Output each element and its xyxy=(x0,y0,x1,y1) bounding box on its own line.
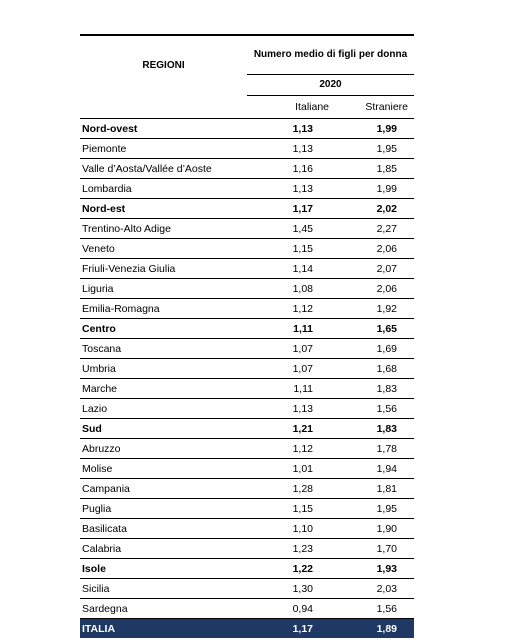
foreign-value-cell: 2,06 xyxy=(333,279,414,299)
foreign-value-cell: 1,85 xyxy=(333,159,414,179)
italian-value-cell: 1,21 xyxy=(247,419,333,439)
foreign-value-cell: 1,99 xyxy=(333,179,414,199)
italian-value-cell: 1,13 xyxy=(247,139,333,159)
region-name-cell: Veneto xyxy=(80,239,247,259)
region-name-cell: Campania xyxy=(80,479,247,499)
region-name-cell: Molise xyxy=(80,459,247,479)
fertility-table-container xyxy=(80,34,414,638)
table-row xyxy=(80,539,414,559)
table-row xyxy=(80,599,414,619)
foreign-value-cell: 1,83 xyxy=(333,419,414,439)
region-name-cell: Nord-ovest xyxy=(80,119,247,139)
italian-value-cell: 1,45 xyxy=(247,219,333,239)
table-row xyxy=(80,239,414,259)
table-row xyxy=(80,259,414,279)
region-name-cell: Centro xyxy=(80,319,247,339)
foreign-value-cell: 1,92 xyxy=(333,299,414,319)
foreign-value-cell: 1,81 xyxy=(333,479,414,499)
region-name-cell: Marche xyxy=(80,379,247,399)
table-row xyxy=(80,359,414,379)
italian-value-cell: 1,11 xyxy=(247,379,333,399)
foreign-value-cell: 1,56 xyxy=(333,599,414,619)
region-name-cell: Basilicata xyxy=(80,519,247,539)
measure-title: Numero medio di figli per donna xyxy=(247,35,414,75)
foreign-value-cell: 1,65 xyxy=(333,319,414,339)
italian-value-cell: 1,12 xyxy=(247,439,333,459)
italian-value-cell: 1,11 xyxy=(247,319,333,339)
table-row xyxy=(80,419,414,439)
italian-value-cell: 1,13 xyxy=(247,119,333,139)
foreign-value-cell: 1,83 xyxy=(333,379,414,399)
table-row xyxy=(80,459,414,479)
italian-value-cell: 1,12 xyxy=(247,299,333,319)
region-name-cell: Piemonte xyxy=(80,139,247,159)
italian-value-cell: 1,13 xyxy=(247,179,333,199)
table-row xyxy=(80,339,414,359)
region-column-spacer xyxy=(80,96,247,119)
italian-value-cell: 1,07 xyxy=(247,359,333,379)
region-name-cell: Umbria xyxy=(80,359,247,379)
foreign-value-cell: 1,56 xyxy=(333,399,414,419)
region-header: REGIONI xyxy=(80,35,247,96)
region-name-cell: Valle d’Aosta/Vallée d’Aoste xyxy=(80,159,247,179)
foreign-value-cell: 1,70 xyxy=(333,539,414,559)
italian-value-cell: 1,28 xyxy=(247,479,333,499)
region-name-cell: Sud xyxy=(80,419,247,439)
italian-column-header: Italiane xyxy=(247,96,333,119)
region-name-cell: Calabria xyxy=(80,539,247,559)
table-row xyxy=(80,519,414,539)
table-row xyxy=(80,379,414,399)
italian-value-cell: 1,16 xyxy=(247,159,333,179)
table-row xyxy=(80,179,414,199)
region-name-cell: Emilia-Romagna xyxy=(80,299,247,319)
table-row xyxy=(80,279,414,299)
table-row xyxy=(80,159,414,179)
italian-value-cell: 1,08 xyxy=(247,279,333,299)
table-row xyxy=(80,399,414,419)
italian-value-cell: 1,10 xyxy=(247,519,333,539)
table-row xyxy=(80,219,414,239)
italian-value-cell: 1,15 xyxy=(247,239,333,259)
italian-value-cell: 0,94 xyxy=(247,599,333,619)
total-italian-cell: 1,17 xyxy=(247,619,333,639)
region-name-cell: Trentino-Alto Adige xyxy=(80,219,247,239)
region-name-cell: Lazio xyxy=(80,399,247,419)
table-row xyxy=(80,119,414,139)
italian-value-cell: 1,23 xyxy=(247,539,333,559)
foreign-value-cell: 1,69 xyxy=(333,339,414,359)
italian-value-cell: 1,01 xyxy=(247,459,333,479)
region-name-cell: Nord-est xyxy=(80,199,247,219)
region-name-cell: Lombardia xyxy=(80,179,247,199)
fertility-table xyxy=(80,34,414,638)
foreign-value-cell: 1,68 xyxy=(333,359,414,379)
foreign-value-cell: 2,07 xyxy=(333,259,414,279)
foreign-value-cell: 1,99 xyxy=(333,119,414,139)
table-row xyxy=(80,199,414,219)
region-name-cell: Friuli-Venezia Giulia xyxy=(80,259,247,279)
foreign-column-header: Straniere xyxy=(333,96,414,119)
total-foreign-cell: 1,89 xyxy=(333,619,414,639)
table-row xyxy=(80,559,414,579)
table-row xyxy=(80,579,414,599)
region-name-cell: Abruzzo xyxy=(80,439,247,459)
italian-value-cell: 1,13 xyxy=(247,399,333,419)
table-row xyxy=(80,499,414,519)
italian-value-cell: 1,14 xyxy=(247,259,333,279)
table-row xyxy=(80,299,414,319)
table-row xyxy=(80,479,414,499)
foreign-value-cell: 2,02 xyxy=(333,199,414,219)
foreign-value-cell: 2,03 xyxy=(333,579,414,599)
region-name-cell: Isole xyxy=(80,559,247,579)
italian-value-cell: 1,30 xyxy=(247,579,333,599)
table-body xyxy=(80,119,414,639)
foreign-value-cell: 1,78 xyxy=(333,439,414,459)
foreign-value-cell: 2,27 xyxy=(333,219,414,239)
foreign-value-cell: 1,95 xyxy=(333,499,414,519)
foreign-value-cell: 1,95 xyxy=(333,139,414,159)
italian-value-cell: 1,15 xyxy=(247,499,333,519)
foreign-value-cell: 2,06 xyxy=(333,239,414,259)
region-name-cell: Toscana xyxy=(80,339,247,359)
year-header: 2020 xyxy=(247,75,414,96)
total-row xyxy=(80,619,414,639)
region-name-cell: Liguria xyxy=(80,279,247,299)
foreign-value-cell: 1,90 xyxy=(333,519,414,539)
foreign-value-cell: 1,93 xyxy=(333,559,414,579)
italian-value-cell: 1,17 xyxy=(247,199,333,219)
italian-value-cell: 1,22 xyxy=(247,559,333,579)
foreign-value-cell: 1,94 xyxy=(333,459,414,479)
table-row xyxy=(80,439,414,459)
table-row xyxy=(80,319,414,339)
region-name-cell: Sardegna xyxy=(80,599,247,619)
italian-value-cell: 1,07 xyxy=(247,339,333,359)
total-name-cell: ITALIA xyxy=(80,619,247,639)
region-name-cell: Puglia xyxy=(80,499,247,519)
table-row xyxy=(80,139,414,159)
region-name-cell: Sicilia xyxy=(80,579,247,599)
